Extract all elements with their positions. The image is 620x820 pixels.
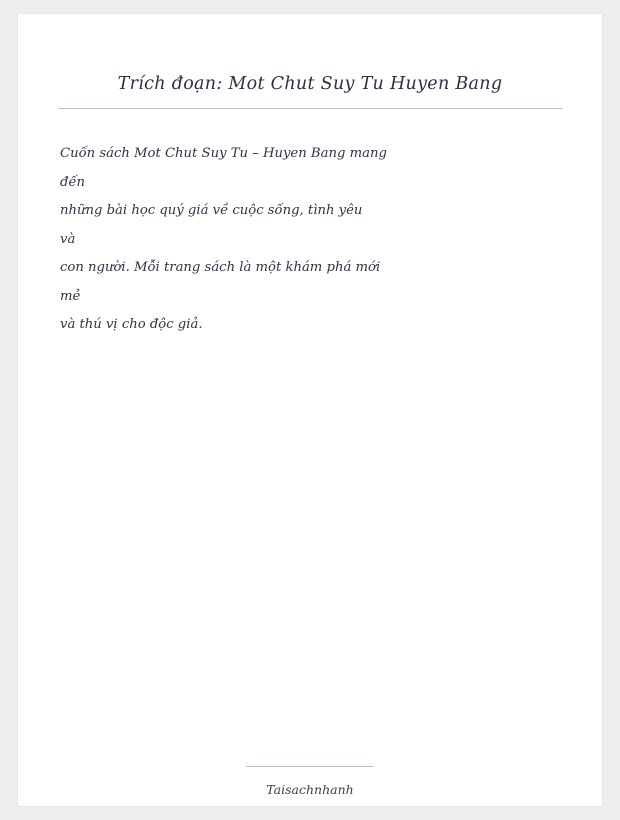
document-page [18,14,602,806]
document-body [60,140,540,340]
body-line: đến [60,174,86,190]
title-divider [58,108,562,109]
body-line: mẻ [60,288,81,304]
footer-divider [246,766,374,767]
body-line: Cuốn sách Mot Chut Suy Tu – Huyen Bang mang [60,146,387,161]
body-line: và thú vị cho độc giả. [60,317,203,332]
body-line: con người. Mỗi trang sách là một khám phá mới [60,260,381,275]
page-title: Trích đoạn: Mot Chut Suy Tu Huyen Bang [117,74,503,94]
footer-attribution: Taisachnhanh [266,782,354,797]
body-line: và [60,231,76,247]
body-line: những bài học quý giá về cuộc sống, tình yêu [60,203,363,218]
